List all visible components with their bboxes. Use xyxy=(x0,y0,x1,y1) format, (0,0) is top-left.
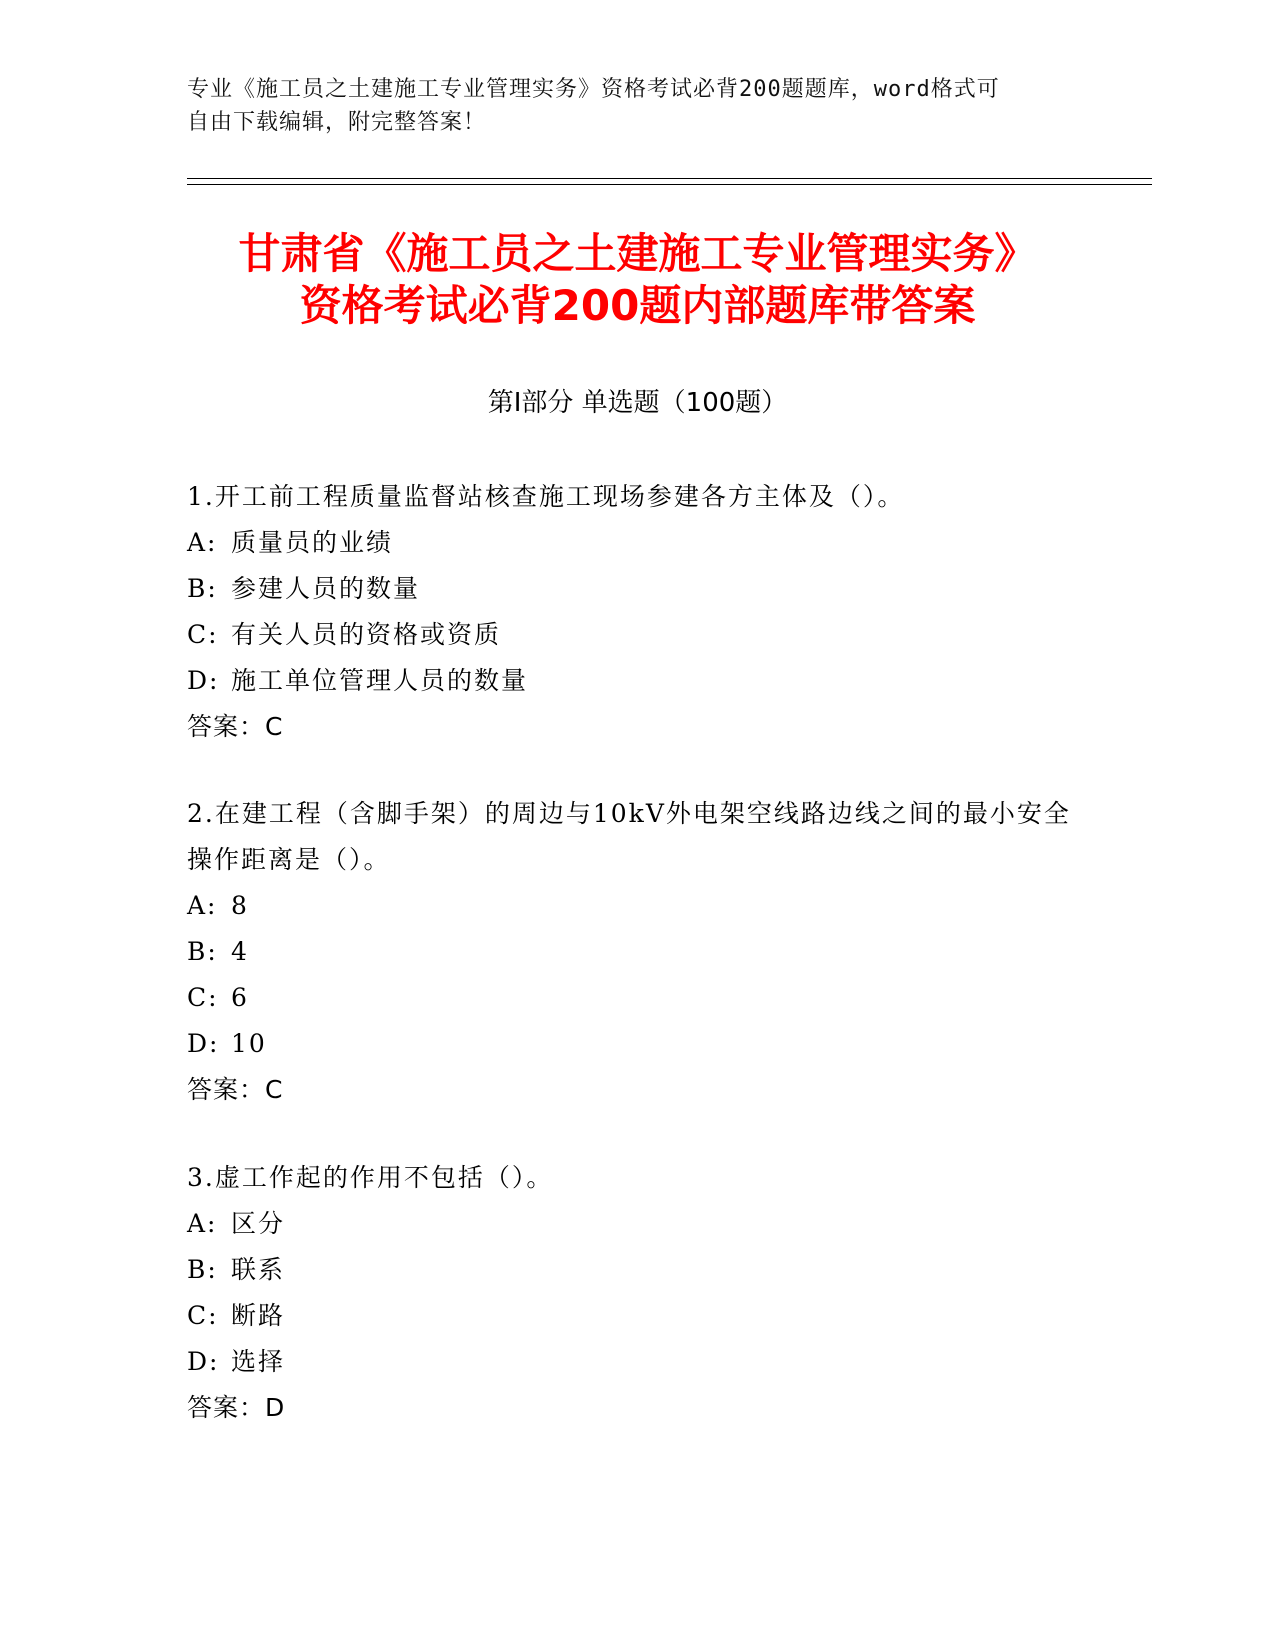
document-title xyxy=(100,228,1175,332)
question-stem: 1.开工前工程质量监督站核查施工现场参建各方主体及（）。 xyxy=(187,482,905,511)
question-block xyxy=(187,791,1087,1113)
answer-option xyxy=(187,929,1087,975)
option-letter: C: xyxy=(187,620,219,649)
answer-key: 答案：C xyxy=(187,1075,284,1104)
answer-option xyxy=(187,1247,1087,1293)
answer-option xyxy=(187,612,1087,658)
option-letter: D: xyxy=(187,1029,220,1058)
option-letter: C: xyxy=(187,1301,219,1330)
question-block xyxy=(187,1155,1087,1431)
header-note xyxy=(187,73,1087,139)
option-text: 选择 xyxy=(231,1347,286,1376)
document-title-line: 资格考试必背200题内部题库带答案 xyxy=(299,281,976,330)
option-letter: A: xyxy=(187,1209,218,1238)
option-text: 断路 xyxy=(231,1301,286,1330)
option-text: 施工单位管理人员的数量 xyxy=(231,666,529,695)
option-text: 区分 xyxy=(231,1209,286,1238)
answer-option xyxy=(187,883,1087,929)
document-title-line: 甘肃省《施工员之土建施工专业管理实务》 xyxy=(238,229,1037,278)
answer-key: 答案：D xyxy=(187,1393,286,1422)
answer-option xyxy=(187,520,1087,566)
question-stem: 3.虚工作起的作用不包括（）。 xyxy=(187,1163,554,1192)
option-letter: A: xyxy=(187,528,218,557)
option-text: 质量员的业绩 xyxy=(231,528,394,557)
option-text: 10 xyxy=(231,1029,267,1058)
option-letter: B: xyxy=(187,574,218,603)
answer-option xyxy=(187,658,1087,704)
answer-key: 答案：C xyxy=(187,712,284,741)
answer-option xyxy=(187,1021,1087,1067)
answer-option xyxy=(187,1293,1087,1339)
answer-option xyxy=(187,566,1087,612)
header-rule-bottom xyxy=(187,184,1152,185)
header-rule-top xyxy=(187,178,1152,179)
section-heading: 第Ⅰ部分 单选题（100题） xyxy=(487,388,788,418)
option-text: 8 xyxy=(231,891,249,920)
option-text: 参建人员的数量 xyxy=(231,574,421,603)
option-text: 有关人员的资格或资质 xyxy=(231,620,502,649)
answer-option xyxy=(187,1339,1087,1385)
header-note-line: 自由下载编辑，附完整答案！ xyxy=(187,110,487,135)
option-text: 4 xyxy=(231,937,249,966)
option-letter: B: xyxy=(187,1255,218,1284)
option-letter: A: xyxy=(187,891,218,920)
option-letter: D: xyxy=(187,1347,220,1376)
header-note-line: 专业《施工员之土建施工专业管理实务》资格考试必背200题题库，word格式可 xyxy=(187,77,1000,102)
option-letter: C: xyxy=(187,983,219,1012)
question-block xyxy=(187,474,1087,750)
option-letter: B: xyxy=(187,937,218,966)
option-text: 6 xyxy=(231,983,249,1012)
option-text: 联系 xyxy=(231,1255,286,1284)
option-letter: D: xyxy=(187,666,220,695)
answer-option xyxy=(187,1201,1087,1247)
question-stem: 2.在建工程（含脚手架）的周边与10kV外电架空线路边线之间的最小安全操作距离是（）。 xyxy=(187,799,1071,874)
answer-option xyxy=(187,975,1087,1021)
